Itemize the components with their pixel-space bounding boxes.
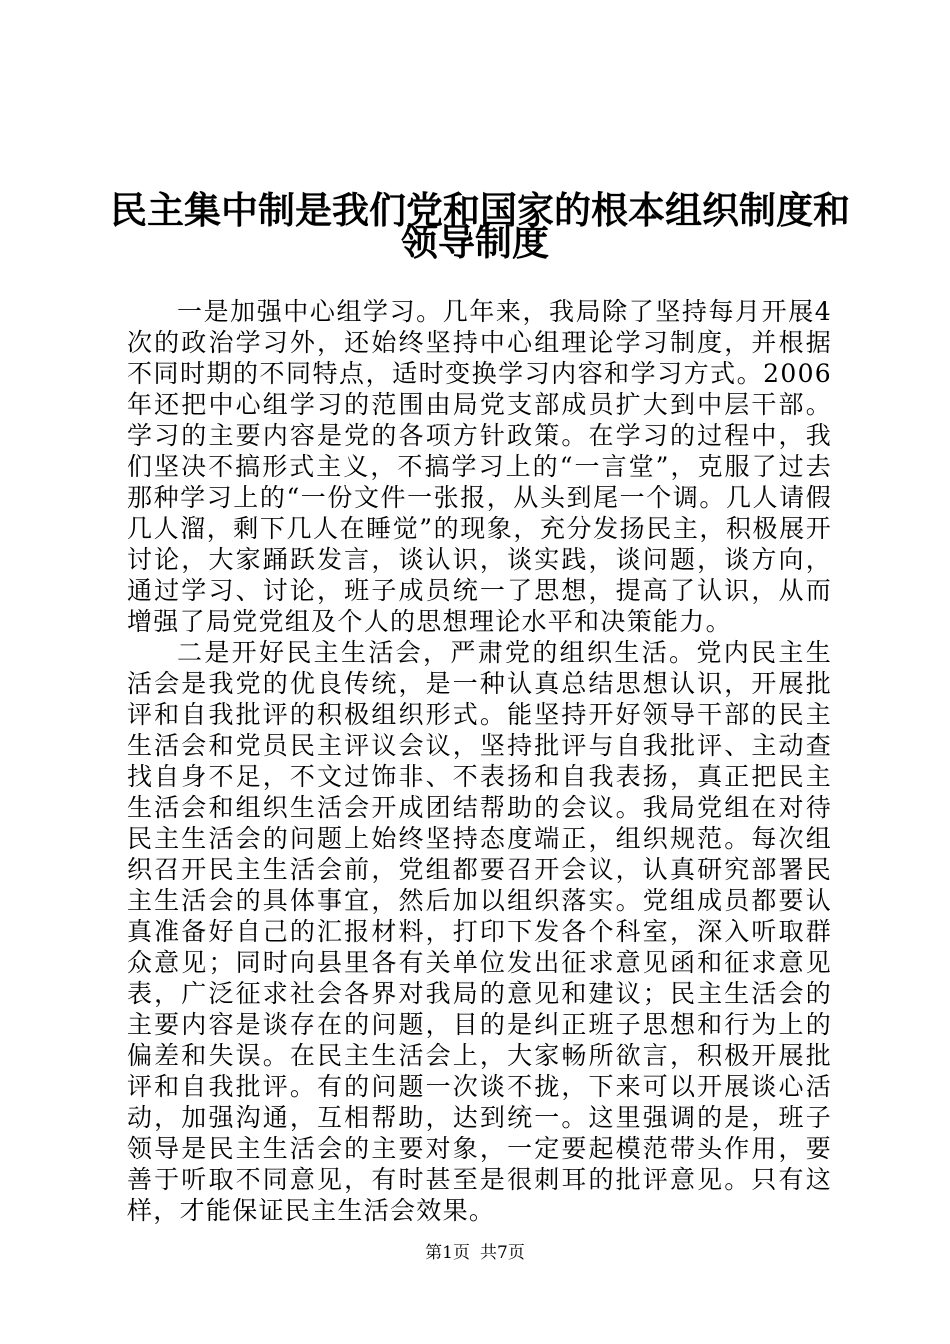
document-title-line2: 领导制度: [401, 220, 549, 264]
paragraph-2: 二是开好民主生活会，严肃党的组织生活。党内民主生活会是我党的优良传统，是一种认真总结思想认识，开展批评和自我批评的积极组织形式。能坚持开好领导干部的民主生活会和党员民主评议会议，坚持批评与自我批评、主动查找自身不足，不文过饰非、不表扬和自我表扬，真正把民主生活会和组织生活会开成团结帮助的会议。我局党组在对待民主生活会的问题上始终坚持态度端正，组织规范。每次组织召开民主生活会前，党组都要召开会议，认真研究部署民主生活会的具体事宜，然后加以组织落实。党组成员都要认真准备好自己的汇报材料，打印下发各个科室，深入听取群众意见；同时向县里各有关单位发出征求意见函和征求意见表，广泛征求社会各界对我局的意见和建议；民主生活会的主要内容是谈存在的问题，目的是纠正班子思想和行为上的偏差和失误。在民主生活会上，大家畅所欲言，积极开展批评和自我批评。有的问题一次谈不拢，下来可以开展谈心活动，加强沟通，互相帮助，达到统一。这里强调的是，班子领导是民主生活会的主要对象，一定要起模范带头作用，要善于听取不同意见，有时甚至是很刺耳的批评意见。只有这样，才能保证民主生活会效果。: [127, 638, 832, 1225]
paragraph-1: 一是加强中心组学习。几年来，我局除了坚持每月开展4次的政治学习外，还始终坚持中心组理论学习制度，并根据不同时期的不同特点，适时变换学习内容和学习方式。2006年还把中心组学习的范围由局党支部成员扩大到中层干部。学习的主要内容是党的各项方针政策。在学习的过程中，我们坚决不搞形式主义，不搞学习上的“一言堂”，克服了过去那种学习上的“一份文件一张报，从头到尾一个调。几人请假几人溜，剩下几人在睡觉”的现象，充分发扬民主，积极展开讨论，大家踊跃发言，谈认识，谈实践，谈问题，谈方向，通过学习、讨论，班子成员统一了思想，提高了认识，从而增强了局党党组及个人的思想理论水平和决策能力。: [127, 297, 832, 636]
page-number-total: 共7页: [480, 1243, 525, 1263]
page-number-current: 第1页: [425, 1243, 470, 1263]
document-body: [127, 296, 832, 1226]
page-footer: [0, 1241, 950, 1265]
document-title-line1: 民主集中制是我们党和国家的根本组织制度和: [110, 188, 850, 232]
